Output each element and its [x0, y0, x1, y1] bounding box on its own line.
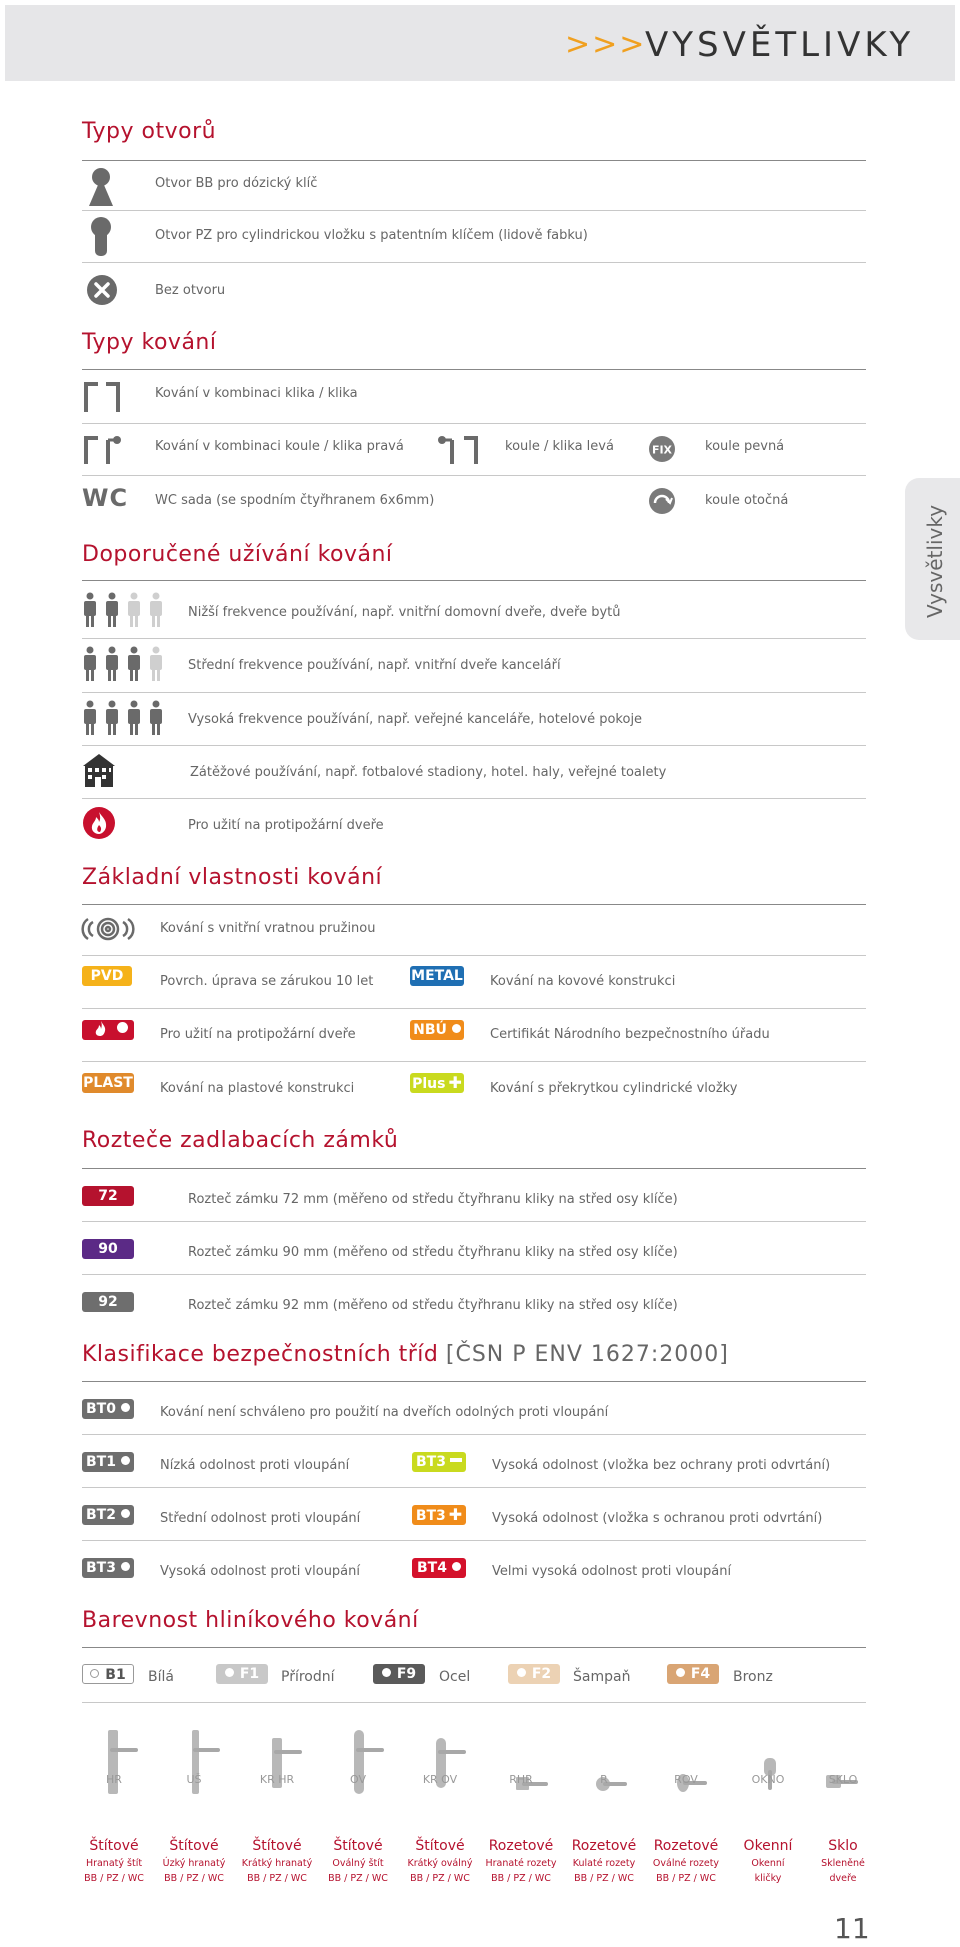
spacing-90-badge: 90 mm	[82, 1239, 134, 1259]
pvd-badge: PVD	[82, 966, 132, 986]
product-sub: Oválné rozety	[652, 1858, 720, 1869]
knob-lever-right-icon	[82, 430, 122, 466]
header-arrows: >>>	[565, 27, 647, 62]
divider	[82, 1008, 866, 1009]
color-f1-badge: F1	[216, 1664, 268, 1684]
page-number: 11	[834, 1912, 870, 1945]
product-code: HR	[106, 1773, 122, 1786]
product-title: Štítové	[252, 1838, 302, 1854]
product-code: R	[600, 1773, 608, 1786]
bt1-badge: BT1	[82, 1452, 134, 1472]
no-hole-icon	[86, 274, 118, 306]
wc-sada-text: WC sada (se spodním čtyřhranem 6x6mm)	[155, 493, 435, 508]
section-title-rozstece: Rozteče zadlabacích zámků	[82, 1128, 399, 1153]
plus-text: Kování s překrytkou cylindrické vložky	[490, 1081, 738, 1096]
product-sub: Úzký hranatý	[162, 1858, 226, 1869]
bt3-badge: BT3	[82, 1558, 134, 1578]
section-title-kovani: Typy kování	[82, 330, 217, 355]
bt3-text: Vysoká odolnost proti vloupání	[160, 1564, 361, 1579]
color-f2-badge: F2	[508, 1664, 560, 1684]
product-sub: Hranaté rozety	[485, 1858, 557, 1869]
divider	[82, 210, 866, 211]
product-sub: BB / PZ / WC	[574, 1873, 634, 1884]
product-title: Štítové	[89, 1838, 139, 1854]
divider	[82, 1702, 866, 1703]
product-sub: Okenní	[751, 1858, 785, 1869]
usage-heavy-text: Zátěžové používání, např. fotbalové stadiony, hotel. haly, veřejné toalety	[190, 765, 667, 780]
product-title: Štítové	[415, 1838, 465, 1854]
spacing-72-badge: 72 mm	[82, 1186, 134, 1206]
bt4-badge: BT4	[412, 1558, 466, 1578]
divider	[82, 745, 866, 746]
divider	[82, 1647, 866, 1648]
bt3-minus-badge: BT3	[412, 1452, 466, 1472]
product-sub: BB / PZ / WC	[247, 1873, 307, 1884]
lever-lever-icon	[82, 378, 122, 414]
divider	[82, 798, 866, 799]
bt2-text: Střední odolnost proti vloupání	[160, 1511, 361, 1526]
koule-pevna-text: koule pevná	[705, 439, 785, 454]
product-sub: Kulaté rozety	[572, 1858, 636, 1869]
divider	[82, 475, 866, 476]
product-sub: dveře	[829, 1873, 857, 1884]
klasifikace-title: Klasifikace bezpečnostních tříd	[82, 1342, 439, 1367]
bt0-badge: BT0	[82, 1399, 134, 1419]
color-f9-badge: F9	[373, 1664, 425, 1684]
divider	[82, 692, 866, 693]
wc-icon: WC	[82, 484, 129, 512]
metal-text: Kování na kovové konstrukci	[490, 974, 676, 989]
divider	[82, 262, 866, 263]
product-sub: Krátký oválný	[407, 1858, 473, 1869]
divider	[82, 1381, 866, 1382]
bt1-text: Nízká odolnost proti vloupání	[160, 1458, 350, 1473]
product-sub: Oválný štít	[332, 1858, 384, 1869]
color-f2-label: Šampaň	[573, 1669, 631, 1685]
usage-low-icon	[82, 592, 170, 628]
usage-medium-text: Střední frekvence používání, např. vnitřní dveře kanceláří	[188, 658, 561, 673]
product-code: KR OV	[422, 1773, 458, 1786]
klasifikace-norm: [ČSN P ENV 1627:2000]	[445, 1342, 729, 1367]
product-title: Okenní	[743, 1838, 793, 1854]
divider	[82, 638, 866, 639]
product-code: KR HR	[259, 1773, 295, 1786]
keyhole-bb-icon	[86, 166, 116, 208]
divider	[82, 1061, 866, 1062]
fire-badge	[82, 1020, 134, 1040]
divider	[82, 369, 866, 370]
page-header	[5, 5, 955, 81]
bt3-plus-badge: BT3 ✚	[412, 1505, 466, 1525]
section-title-otvory: Typy otvorů	[82, 119, 217, 144]
product-sub: Hranatý štít	[85, 1858, 143, 1869]
fix-label: FIX	[651, 443, 673, 457]
koule-otocna-text: koule otočná	[705, 493, 789, 508]
usage-high-icon	[82, 700, 170, 736]
product-sub: BB / PZ / WC	[491, 1873, 551, 1884]
product-sub: Krátký hranatý	[241, 1858, 313, 1869]
divider	[82, 1221, 866, 1222]
product-sub: kličky	[754, 1873, 782, 1884]
bez-otvoru-text: Bez otvoru	[155, 283, 226, 298]
rotating-knob-icon	[648, 487, 676, 515]
otvor-bb-text: Otvor BB pro dózický klíč	[155, 176, 318, 191]
color-f9-label: Ocel	[439, 1669, 471, 1685]
usage-high-text: Vysoká frekvence používání, např. veřejné kanceláře, hotelové pokoje	[188, 712, 643, 727]
product-title: Sklo	[828, 1838, 858, 1854]
product-sub: BB / PZ / WC	[164, 1873, 224, 1884]
color-f1-label: Přírodní	[281, 1669, 335, 1685]
divider	[82, 1434, 866, 1435]
fix-knob-icon	[648, 435, 676, 463]
product-code: SKLO	[828, 1773, 858, 1786]
koule-prava-text: Kování v kombinaci koule / klika pravá	[155, 439, 404, 454]
divider	[82, 1540, 866, 1541]
section-title-vlastnosti: Základní vlastnosti kování	[82, 865, 383, 890]
divider	[82, 904, 866, 905]
color-b1-badge: B1	[82, 1664, 134, 1684]
plast-badge: PLAST	[83, 1075, 133, 1091]
bt0-text: Kování není schváleno pro použití na dveřích odolných proti vloupání	[160, 1405, 609, 1420]
bt4-text: Velmi vysoká odolnost proti vloupání	[492, 1564, 732, 1579]
spacing-92-badge: 92 mm	[82, 1292, 134, 1312]
koule-leva-text: koule / klika levá	[505, 439, 614, 454]
pvd-text: Povrch. úprava se zárukou 10 let	[160, 974, 374, 989]
product-code: OV	[350, 1773, 366, 1786]
fire-text: Pro užití na protipožární dveře	[160, 1027, 356, 1042]
divider	[82, 955, 866, 956]
divider	[82, 423, 866, 424]
building-icon	[82, 752, 116, 788]
product-title: Rozetové	[488, 1838, 554, 1854]
bt3-plus-text: Vysoká odolnost (vložka s ochranou proti odvrtání)	[492, 1511, 823, 1526]
divider	[82, 1487, 866, 1488]
plast-text: Kování na plastové konstrukci	[160, 1081, 355, 1096]
spacing-72-text: Rozteč zámku 72 mm (měřeno od středu čtyřhranu kliky na střed osy klíče)	[188, 1192, 678, 1207]
usage-fire-text: Pro užití na protipožární dveře	[188, 818, 384, 833]
spacing-92-text: Rozteč zámku 92 mm (měřeno od středu čtyřhranu kliky na střed osy klíče)	[188, 1298, 678, 1313]
nbu-text: Certifikát Národního bezpečnostního úřadu	[490, 1027, 770, 1042]
product-code: ROV	[674, 1773, 698, 1786]
spring-text: Kování s vnitřní vratnou pružinou	[160, 921, 376, 936]
color-b1-label: Bílá	[148, 1669, 174, 1685]
product-title: Rozetové	[571, 1838, 637, 1854]
divider	[82, 1274, 866, 1275]
divider	[82, 580, 866, 581]
product-sub: BB / PZ / WC	[84, 1873, 144, 1884]
bt3-minus-text: Vysoká odolnost (vložka bez ochrany proti odvrtání)	[492, 1458, 831, 1473]
section-title-klasifikace	[82, 1342, 729, 1367]
fire-badge-icon	[90, 1020, 112, 1038]
plus-badge: Plus ✚	[410, 1073, 464, 1093]
product-sub: BB / PZ / WC	[656, 1873, 716, 1884]
side-tab[interactable]	[905, 478, 960, 640]
product-code: OKNO	[751, 1773, 785, 1786]
fire-icon	[82, 806, 116, 840]
metal-badge: METAL	[411, 968, 463, 984]
nbu-badge: NBÚ	[410, 1020, 464, 1040]
color-f4-label: Bronz	[733, 1669, 773, 1685]
keyhole-pz-icon	[86, 216, 116, 258]
product-title: Štítové	[333, 1838, 383, 1854]
spring-icon	[80, 915, 136, 943]
product-sub: BB / PZ / WC	[410, 1873, 470, 1884]
usage-medium-icon	[82, 646, 170, 682]
side-tab-label: Vysvětlivky	[923, 504, 947, 618]
product-sub: Skleněné	[821, 1858, 865, 1869]
color-f4-badge: F4	[667, 1664, 719, 1684]
product-title: Štítové	[169, 1838, 219, 1854]
otvor-pz-text: Otvor PZ pro cylindrickou vložku s patentním klíčem (lidově fabku)	[155, 228, 588, 243]
klika-klika-text: Kování v kombinaci klika / klika	[155, 386, 358, 401]
page-title: VYSVĚTLIVKY	[645, 25, 915, 65]
product-code: UŠ	[186, 1773, 202, 1786]
usage-low-text: Nižší frekvence používání, např. vnitřní domovní dveře, dveře bytů	[188, 605, 621, 620]
section-title-barevnost: Barevnost hliníkového kování	[82, 1608, 419, 1633]
spacing-90-text: Rozteč zámku 90 mm (měřeno od středu čtyřhranu kliky na střed osy klíče)	[188, 1245, 678, 1260]
product-code: RHR	[509, 1773, 533, 1786]
knob-lever-left-icon	[436, 430, 480, 466]
divider	[82, 1168, 866, 1169]
product-sub: BB / PZ / WC	[328, 1873, 388, 1884]
section-title-uzivani: Doporučené užívání kování	[82, 542, 393, 567]
bt2-badge: BT2	[82, 1505, 134, 1525]
product-title: Rozetové	[653, 1838, 719, 1854]
divider	[82, 160, 866, 161]
